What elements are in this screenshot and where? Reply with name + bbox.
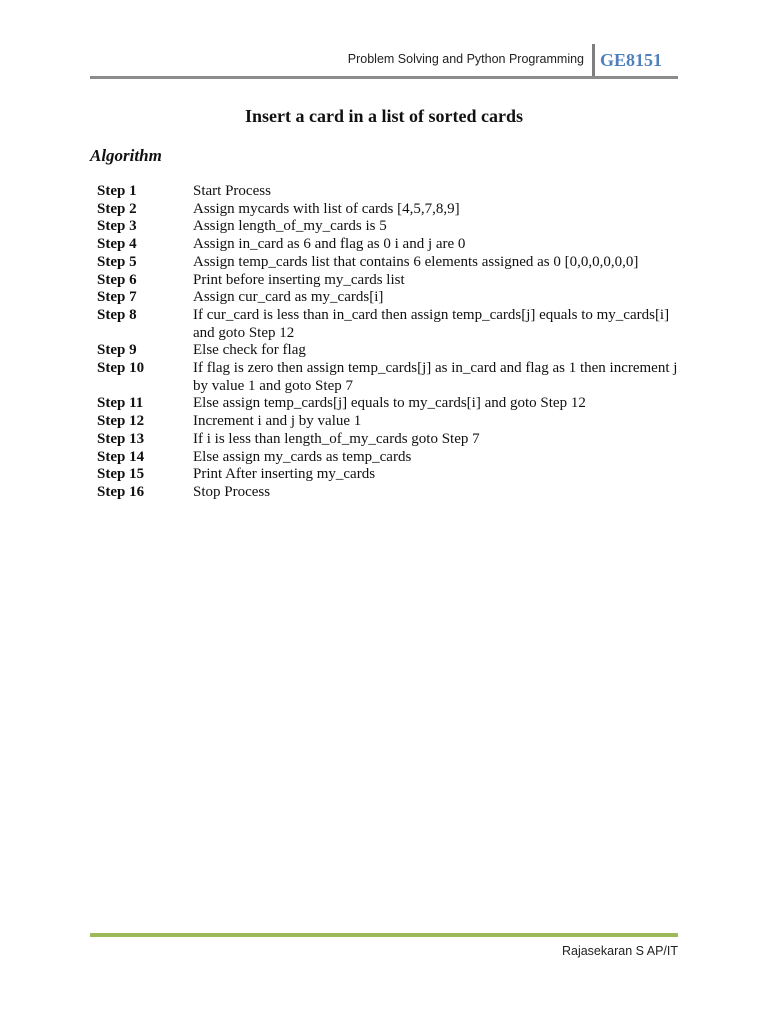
step-label: Step 4 — [97, 236, 137, 253]
algorithm-step — [97, 272, 687, 290]
step-text: Print After inserting my_cards — [193, 466, 376, 483]
step-text: Increment i and j by value 1 — [193, 413, 362, 430]
algorithm-step — [97, 431, 687, 449]
step-text: If cur_card is less than in_card then assign temp_cards[j] equals to my_cards[i] and goto Step 12 — [193, 306, 670, 341]
header-rule — [90, 76, 678, 79]
algorithm-step — [97, 449, 687, 467]
step-label: Step 11 — [97, 395, 144, 412]
algorithm-step — [97, 254, 687, 272]
algorithm-step — [97, 395, 687, 413]
algorithm-step — [97, 289, 687, 307]
footer-author: Rajasekaran S AP/IT — [561, 944, 678, 958]
algorithm-step — [97, 342, 687, 360]
algorithm-steps-list — [97, 183, 687, 502]
step-label: Step 9 — [97, 342, 137, 359]
step-label: Step 2 — [97, 200, 137, 217]
header-subject: Problem Solving and Python Programming — [347, 52, 584, 66]
step-label: Step 6 — [97, 271, 137, 288]
algorithm-step — [97, 307, 687, 342]
step-text: Else assign my_cards as temp_cards — [193, 448, 412, 465]
step-label: Step 3 — [97, 218, 137, 235]
step-label: Step 15 — [97, 466, 145, 483]
algorithm-step — [97, 236, 687, 254]
step-label: Step 7 — [97, 289, 137, 306]
header-course-code: GE8151 — [600, 50, 663, 70]
step-label: Step 5 — [97, 253, 137, 270]
page-title: Insert a card in a list of sorted cards — [245, 106, 523, 126]
step-text: Assign cur_card as my_cards[i] — [193, 289, 384, 306]
step-text: Assign temp_cards list that contains 6 elements assigned as 0 [0,0,0,0,0,0] — [193, 253, 639, 270]
header-divider — [592, 44, 595, 78]
step-text: If flag is zero then assign temp_cards[j] as in_card and flag as 1 then increment j by value 1 and goto Step 7 — [193, 360, 678, 394]
algorithm-step — [97, 360, 687, 395]
step-text: Else check for flag — [193, 342, 306, 359]
step-label: Step 14 — [97, 448, 145, 465]
step-text: Print before inserting my_cards list — [193, 271, 405, 288]
step-text: Assign length_of_my_cards is 5 — [193, 218, 387, 235]
algorithm-step — [97, 218, 687, 236]
step-label: Step 10 — [97, 360, 145, 377]
step-text: Stop Process — [193, 483, 271, 500]
footer-rule — [90, 933, 678, 937]
algorithm-step — [97, 466, 687, 484]
step-label: Step 8 — [97, 306, 137, 323]
algorithm-step — [97, 183, 687, 201]
algorithm-step — [97, 201, 687, 219]
step-text: Assign in_card as 6 and flag as 0 i and j are 0 — [193, 236, 466, 253]
step-text: Start Process — [193, 183, 271, 199]
step-label: Step 12 — [97, 413, 145, 430]
step-text: Assign mycards with list of cards [4,5,7,8,9] — [193, 200, 460, 217]
step-text: If i is less than length_of_my_cards goto Step 7 — [193, 430, 480, 447]
step-label: Step 1 — [97, 183, 137, 199]
step-text: Else assign temp_cards[j] equals to my_cards[i] and goto Step 12 — [193, 395, 586, 412]
step-label: Step 13 — [97, 430, 145, 447]
page-header — [90, 44, 678, 80]
algorithm-step — [97, 484, 687, 502]
algorithm-step — [97, 413, 687, 431]
step-label: Step 16 — [97, 483, 145, 500]
section-heading-algorithm: Algorithm — [90, 146, 162, 165]
